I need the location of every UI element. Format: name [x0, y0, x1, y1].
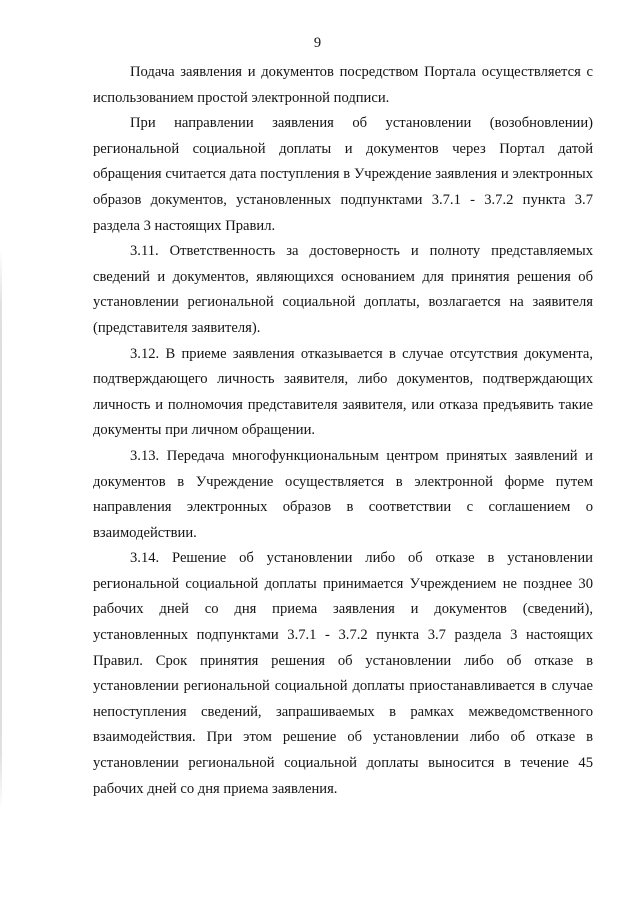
paragraph-portal-submission-date: При направлении заявления об установлении (возобновлении) региональной социальной доплаты и документов через Портал датой обращения считается дата поступления в Учреждение заявления и электронных образов документов, установленных подпунктами 3.7.1 - 3.7.2 пункта 3.7 раздела 3 настоящих Правил. [93, 115, 593, 234]
paragraph-3-14: 3.14. Решение об установлении либо об отказе в установлении региональной социальной доплаты принимается Учреждением не позднее 30 рабочих дней со дня приема заявления и документов (сведений), установленных подпунктами 3.7.1 - 3.7.2 пункта 3.7 раздела 3 настоящих Правил. Срок принятия решения об установлении либо об отказе в установлении региональной социальной доплаты приостанавливается в случае непоступления сведений, запрашиваемых в рамках межведомственного взаимодействия. При этом решение об установлении либо об отказе в установлении региональной социальной доплаты выносится в течение 45 рабочих дней со дня приема заявления. [93, 550, 593, 797]
paragraph-portal-signature: Подача заявления и документов посредством Портала осуществляется с использованием простой электронной подписи. [93, 64, 593, 106]
paragraph-3-12: 3.12. В приеме заявления отказывается в случае отсутствия документа, подтверждающего личность заявителя, либо документов, подтверждающих личность и полномочия представителя заявителя, или отказа предъявить такие документы при личном обращении. [93, 345, 593, 439]
paragraph-3-11: 3.11. Ответственность за достоверность и полноту представляемых сведений и документов, являющихся основанием для принятия решения об установлении региональной социальной доплаты, возлагается на заявителя (представителя заявителя). [93, 243, 593, 336]
page-number: 9 [313, 35, 322, 51]
paragraph-3-13: 3.13. Передача многофункциональным центром принятых заявлений и документов в Учреждение осуществляется в электронной форме путем направления электронных образов в соответствии с соглашением о взаимодействии. [93, 447, 593, 541]
document-body [93, 60, 593, 802]
scan-edge-shadow [0, 250, 2, 810]
